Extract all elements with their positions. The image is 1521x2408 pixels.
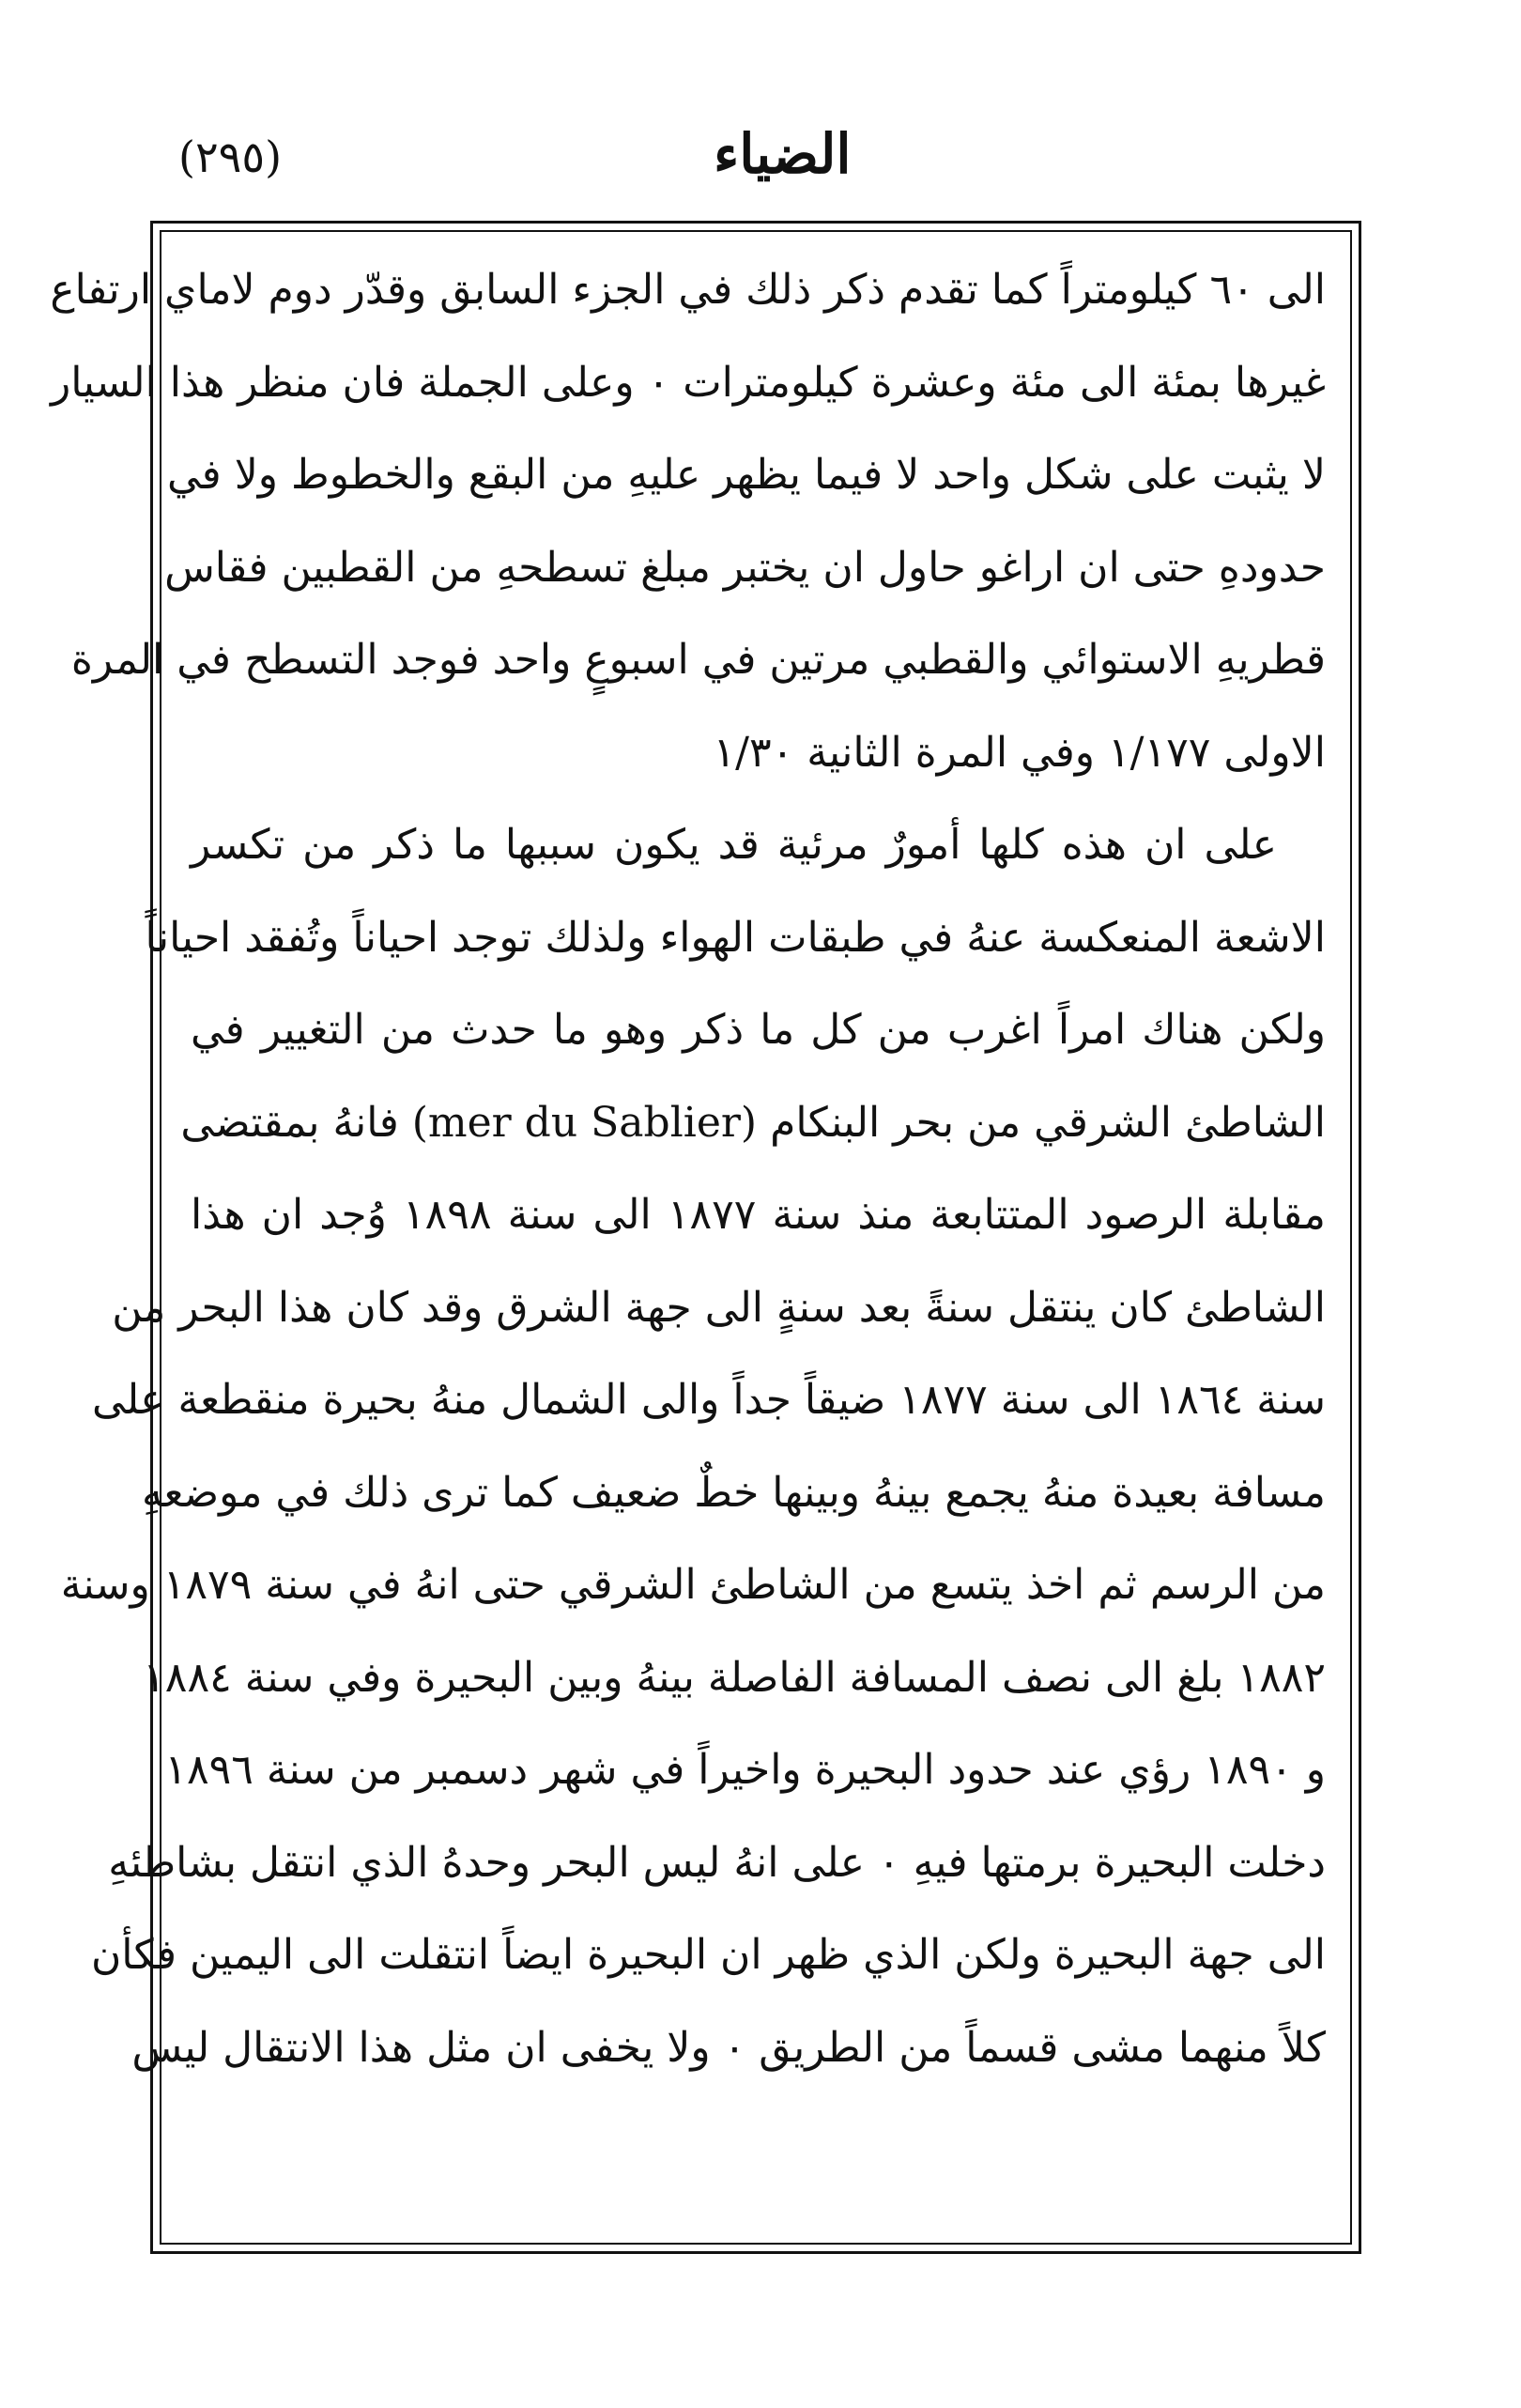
text-line: سنة ١٨٦٤ الى سنة ١٨٧٧ ضيقاً جداً والى الشمال منهُ بحيرة منقطعة على (92, 1376, 1326, 1424)
text-line: مسافة بعيدة منهُ يجمع بينهُ وبينها خطٌ ضعيف كما ترى ذلك في موضعهِ (141, 1468, 1326, 1517)
text-line: الى ٦٠ كيلومتراً كما تقدم ذكر ذلك في الجزء السابق وقدّر دوم لاماي ارتفاع (50, 266, 1326, 314)
text-line: غيرها بمئة الى مئة وعشرة كيلومترات ٠ وعلى الجملة فان منظر هذا السيار (51, 358, 1326, 407)
body-text (50, 244, 1343, 2235)
text-line: الى جهة البحيرة ولكن الذي ظهر ان البحيرة ايضاً انتقلت الى اليمين فكأن (90, 1931, 1326, 1979)
text-line: الاولى ١/١٧٧ وفي المرة الثانية ١/٣٠ (713, 728, 1326, 777)
page-number: (٢٩٥) (178, 131, 283, 182)
text-line: قطريهِ الاستوائي والقطبي مرتين في اسبوعٍ واحد فوجد التسطح في المرة (70, 636, 1326, 684)
text-line: الشاطئ الشرقي من بحر البنكام (mer du Sablier) فانهُ بمقتضى (180, 1098, 1326, 1147)
text-line: دخلت البحيرة برمتها فيهِ ٠ على انهُ ليس البحر وحدهُ الذي انتقل بشاطئهِ (108, 1838, 1326, 1887)
text-line: ولكن هناك امراً اغرب من كل ما ذكر وهو ما حدث من التغيير في (191, 1006, 1326, 1054)
text-line: لا يثبت على شكل واحد لا فيما يظهر عليهِ من البقع والخطوط ولا في (167, 451, 1326, 499)
text-line: على ان هذه كلها أمورٌ مرئية قد يكون سببها ما ذكر من تكسر (191, 821, 1277, 869)
text-line: و ١٨٩٠ رؤي عند حدود البحيرة واخيراً في شهر دسمبر من سنة ١٨٩٦ (164, 1746, 1326, 1794)
text-line: الاشعة المنعكسة عنهُ في طبقات الهواء ولذلك توجد احياناً وتُفقد احياناً (145, 913, 1326, 962)
text-line: حدودهِ حتى ان اراغو حاول ان يختبر مبلغ تسطحهِ من القطبين فقاس (164, 543, 1326, 592)
journal-title: الضياء (714, 122, 852, 186)
text-line: ١٨٨٢ بلغ الى نصف المسافة الفاصلة بينهُ وبين البحيرة وفي سنة ١٨٨٤ (143, 1653, 1326, 1702)
page-header (160, 113, 1361, 216)
text-line: مقابلة الرصود المتتابعة منذ سنة ١٨٧٧ الى سنة ١٨٩٨ وُجد ان هذا (191, 1191, 1327, 1239)
text-line: من الرسم ثم اخذ يتسع من الشاطئ الشرقي حتى انهُ في سنة ١٨٧٩ وسنة (60, 1561, 1326, 1609)
text-line: الشاطئ كان ينتقل سنةً بعد سنةٍ الى جهة الشرق وقد كان هذا البحر من (112, 1283, 1326, 1332)
text-line: كلاً منهما مشى قسماً من الطريق ٠ ولا يخفى ان مثل هذا الانتقال ليس (131, 2023, 1326, 2072)
